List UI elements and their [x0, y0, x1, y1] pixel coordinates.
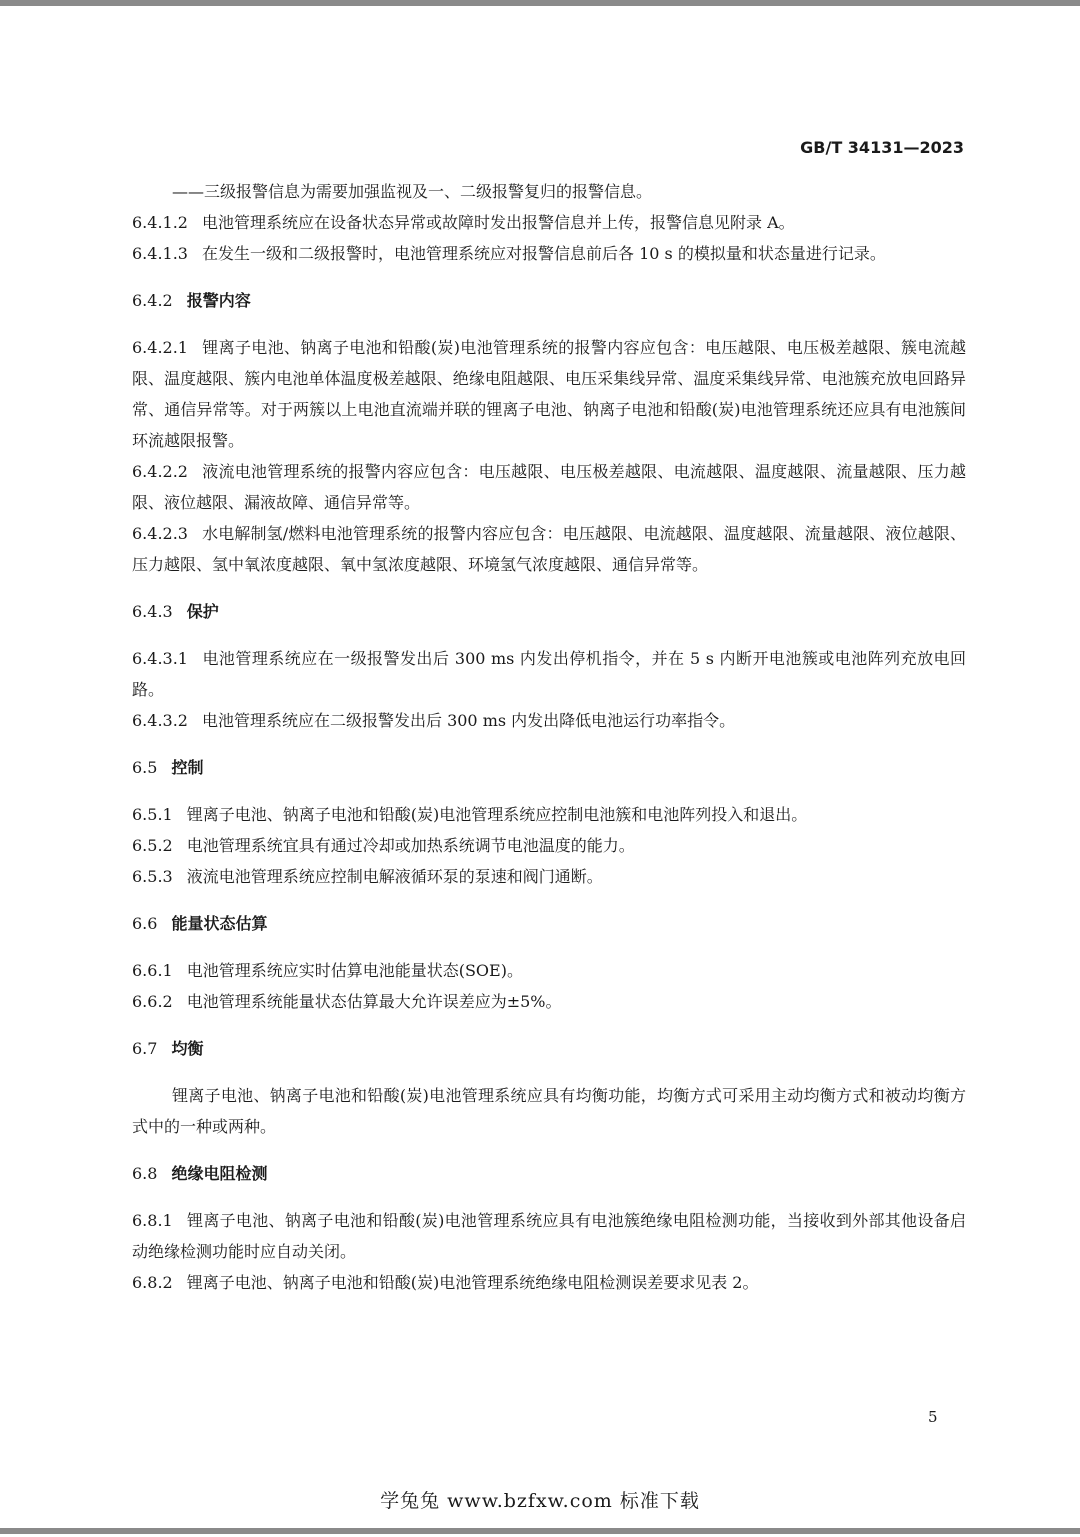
section-6-8-heading — [132, 1158, 966, 1189]
clause-6-8-1 — [132, 1205, 966, 1267]
clause-text: 液流电池管理系统的报警内容应包含：电压越限、电压极差越限、电流越限、温度越限、流量越限、压力越限、液位越限、漏液故障、通信异常等。 — [132, 462, 966, 512]
top-border — [0, 0, 1080, 6]
clause-text: 在发生一级和二级报警时，电池管理系统应对报警信息前后各 10 s 的模拟量和状态量进行记录。 — [201, 244, 886, 263]
footer-watermark: 学兔兔 www.bzfxw.com 标准下载 — [380, 1490, 700, 1512]
section-6-7-paragraph: 锂离子电池、钠离子电池和铅酸(炭)电池管理系统应具有均衡功能，均衡方式可采用主动均衡方式和被动均衡方式中的一种或两种。 — [132, 1086, 966, 1136]
clause-text: 液流电池管理系统应控制电解液循环泵的泵速和阀门通断。 — [186, 867, 603, 886]
clause-number: 6.4.1.2 — [132, 213, 188, 232]
section-6-4-2-heading — [132, 285, 966, 316]
clause-text: 电池管理系统能量状态估算最大允许误差应为±5%。 — [186, 992, 562, 1011]
clause-number: 6.4.2.3 — [132, 524, 188, 543]
section-6-4-3-heading — [132, 596, 966, 627]
clause-text: 电池管理系统应在二级报警发出后 300 ms 内发出降低电池运行功率指令。 — [201, 711, 736, 730]
section-title: 控制 — [171, 758, 204, 777]
clause-6-4-1-2 — [132, 207, 966, 238]
clause-text: 电池管理系统宜具有通过冷却或加热系统调节电池温度的能力。 — [186, 836, 635, 855]
section-number: 6.4.2 — [132, 291, 173, 310]
clause-6-4-3-2 — [132, 705, 966, 736]
clause-number: 6.5.2 — [132, 836, 173, 855]
section-title: 能量状态估算 — [171, 914, 268, 933]
clause-number: 6.6.1 — [132, 961, 173, 980]
clause-number: 6.8.1 — [132, 1211, 173, 1230]
clause-6-6-1 — [132, 955, 966, 986]
clause-number: 6.6.2 — [132, 992, 173, 1011]
page-number: 5 — [928, 1408, 938, 1426]
clause-text: 电池管理系统应在设备状态异常或故障时发出报警信息并上传，报警信息见附录 A。 — [201, 213, 795, 232]
document-body — [132, 176, 966, 1298]
clause-number: 6.8.2 — [132, 1273, 173, 1292]
clause-number: 6.5.1 — [132, 805, 173, 824]
clause-6-5-1 — [132, 799, 966, 830]
section-title: 报警内容 — [186, 291, 251, 310]
bottom-border — [0, 1528, 1080, 1534]
section-6-5-heading — [132, 752, 966, 783]
clause-6-4-2-3 — [132, 518, 966, 580]
section-title: 均衡 — [171, 1039, 204, 1058]
clause-text: 锂离子电池、钠离子电池和铅酸(炭)电池管理系统的报警内容应包含：电压越限、电压极差越限、簇电流越限、温度越限、簇内电池单体温度极差越限、绝缘电阻越限、电压采集线异常、温度采集线异常、电池簇充放电回路异常、通信异常等。对于两簇以上电池直流端并联的锂离子电池、钠离子电池和铅酸(炭)电池管理系统还应具有电池簇间环流越限报警。 — [132, 338, 966, 450]
clause-6-5-3 — [132, 861, 966, 892]
clause-text: 电池管理系统应在一级报警发出后 300 ms 内发出停机指令，并在 5 s 内断开电池簇或电池阵列充放电回路。 — [132, 649, 966, 699]
section-number: 6.7 — [132, 1039, 158, 1058]
section-number: 6.5 — [132, 758, 158, 777]
section-title: 绝缘电阻检测 — [171, 1164, 268, 1183]
clause-number: 6.4.1.3 — [132, 244, 188, 263]
clause-text: 水电解制氢/燃料电池管理系统的报警内容应包含：电压越限、电流越限、温度越限、流量越限、液位越限、压力越限、氢中氧浓度越限、氧中氢浓度越限、环境氢气浓度越限、通信异常等。 — [132, 524, 966, 574]
section-6-7-heading — [132, 1033, 966, 1064]
clause-number: 6.4.3.2 — [132, 711, 188, 730]
clause-text: 电池管理系统应实时估算电池能量状态(SOE)。 — [186, 961, 523, 980]
section-6-6-heading — [132, 908, 966, 939]
alarm-level-3-item: ——三级报警信息为需要加强监视及一、二级报警复归的报警信息。 — [172, 182, 653, 201]
clause-6-4-3-1 — [132, 643, 966, 705]
standard-code: GB/T 34131—2023 — [800, 138, 964, 157]
clause-number: 6.4.2.1 — [132, 338, 188, 357]
clause-6-4-2-2 — [132, 456, 966, 518]
section-number: 6.8 — [132, 1164, 158, 1183]
clause-number: 6.4.2.2 — [132, 462, 188, 481]
clause-number: 6.5.3 — [132, 867, 173, 886]
clause-6-4-1-3 — [132, 238, 966, 269]
section-number: 6.4.3 — [132, 602, 173, 621]
clause-text: 锂离子电池、钠离子电池和铅酸(炭)电池管理系统绝缘电阻检测误差要求见表 2。 — [186, 1273, 759, 1292]
clause-6-5-2 — [132, 830, 966, 861]
section-number: 6.6 — [132, 914, 158, 933]
clause-6-8-2 — [132, 1267, 966, 1298]
clause-number: 6.4.3.1 — [132, 649, 188, 668]
clause-6-4-2-1 — [132, 332, 966, 456]
clause-text: 锂离子电池、钠离子电池和铅酸(炭)电池管理系统应控制电池簇和电池阵列投入和退出。 — [186, 805, 808, 824]
clause-6-6-2 — [132, 986, 966, 1017]
clause-text: 锂离子电池、钠离子电池和铅酸(炭)电池管理系统应具有电池簇绝缘电阻检测功能，当接收到外部其他设备启动绝缘检测功能时应自动关闭。 — [132, 1211, 966, 1261]
section-title: 保护 — [186, 602, 219, 621]
